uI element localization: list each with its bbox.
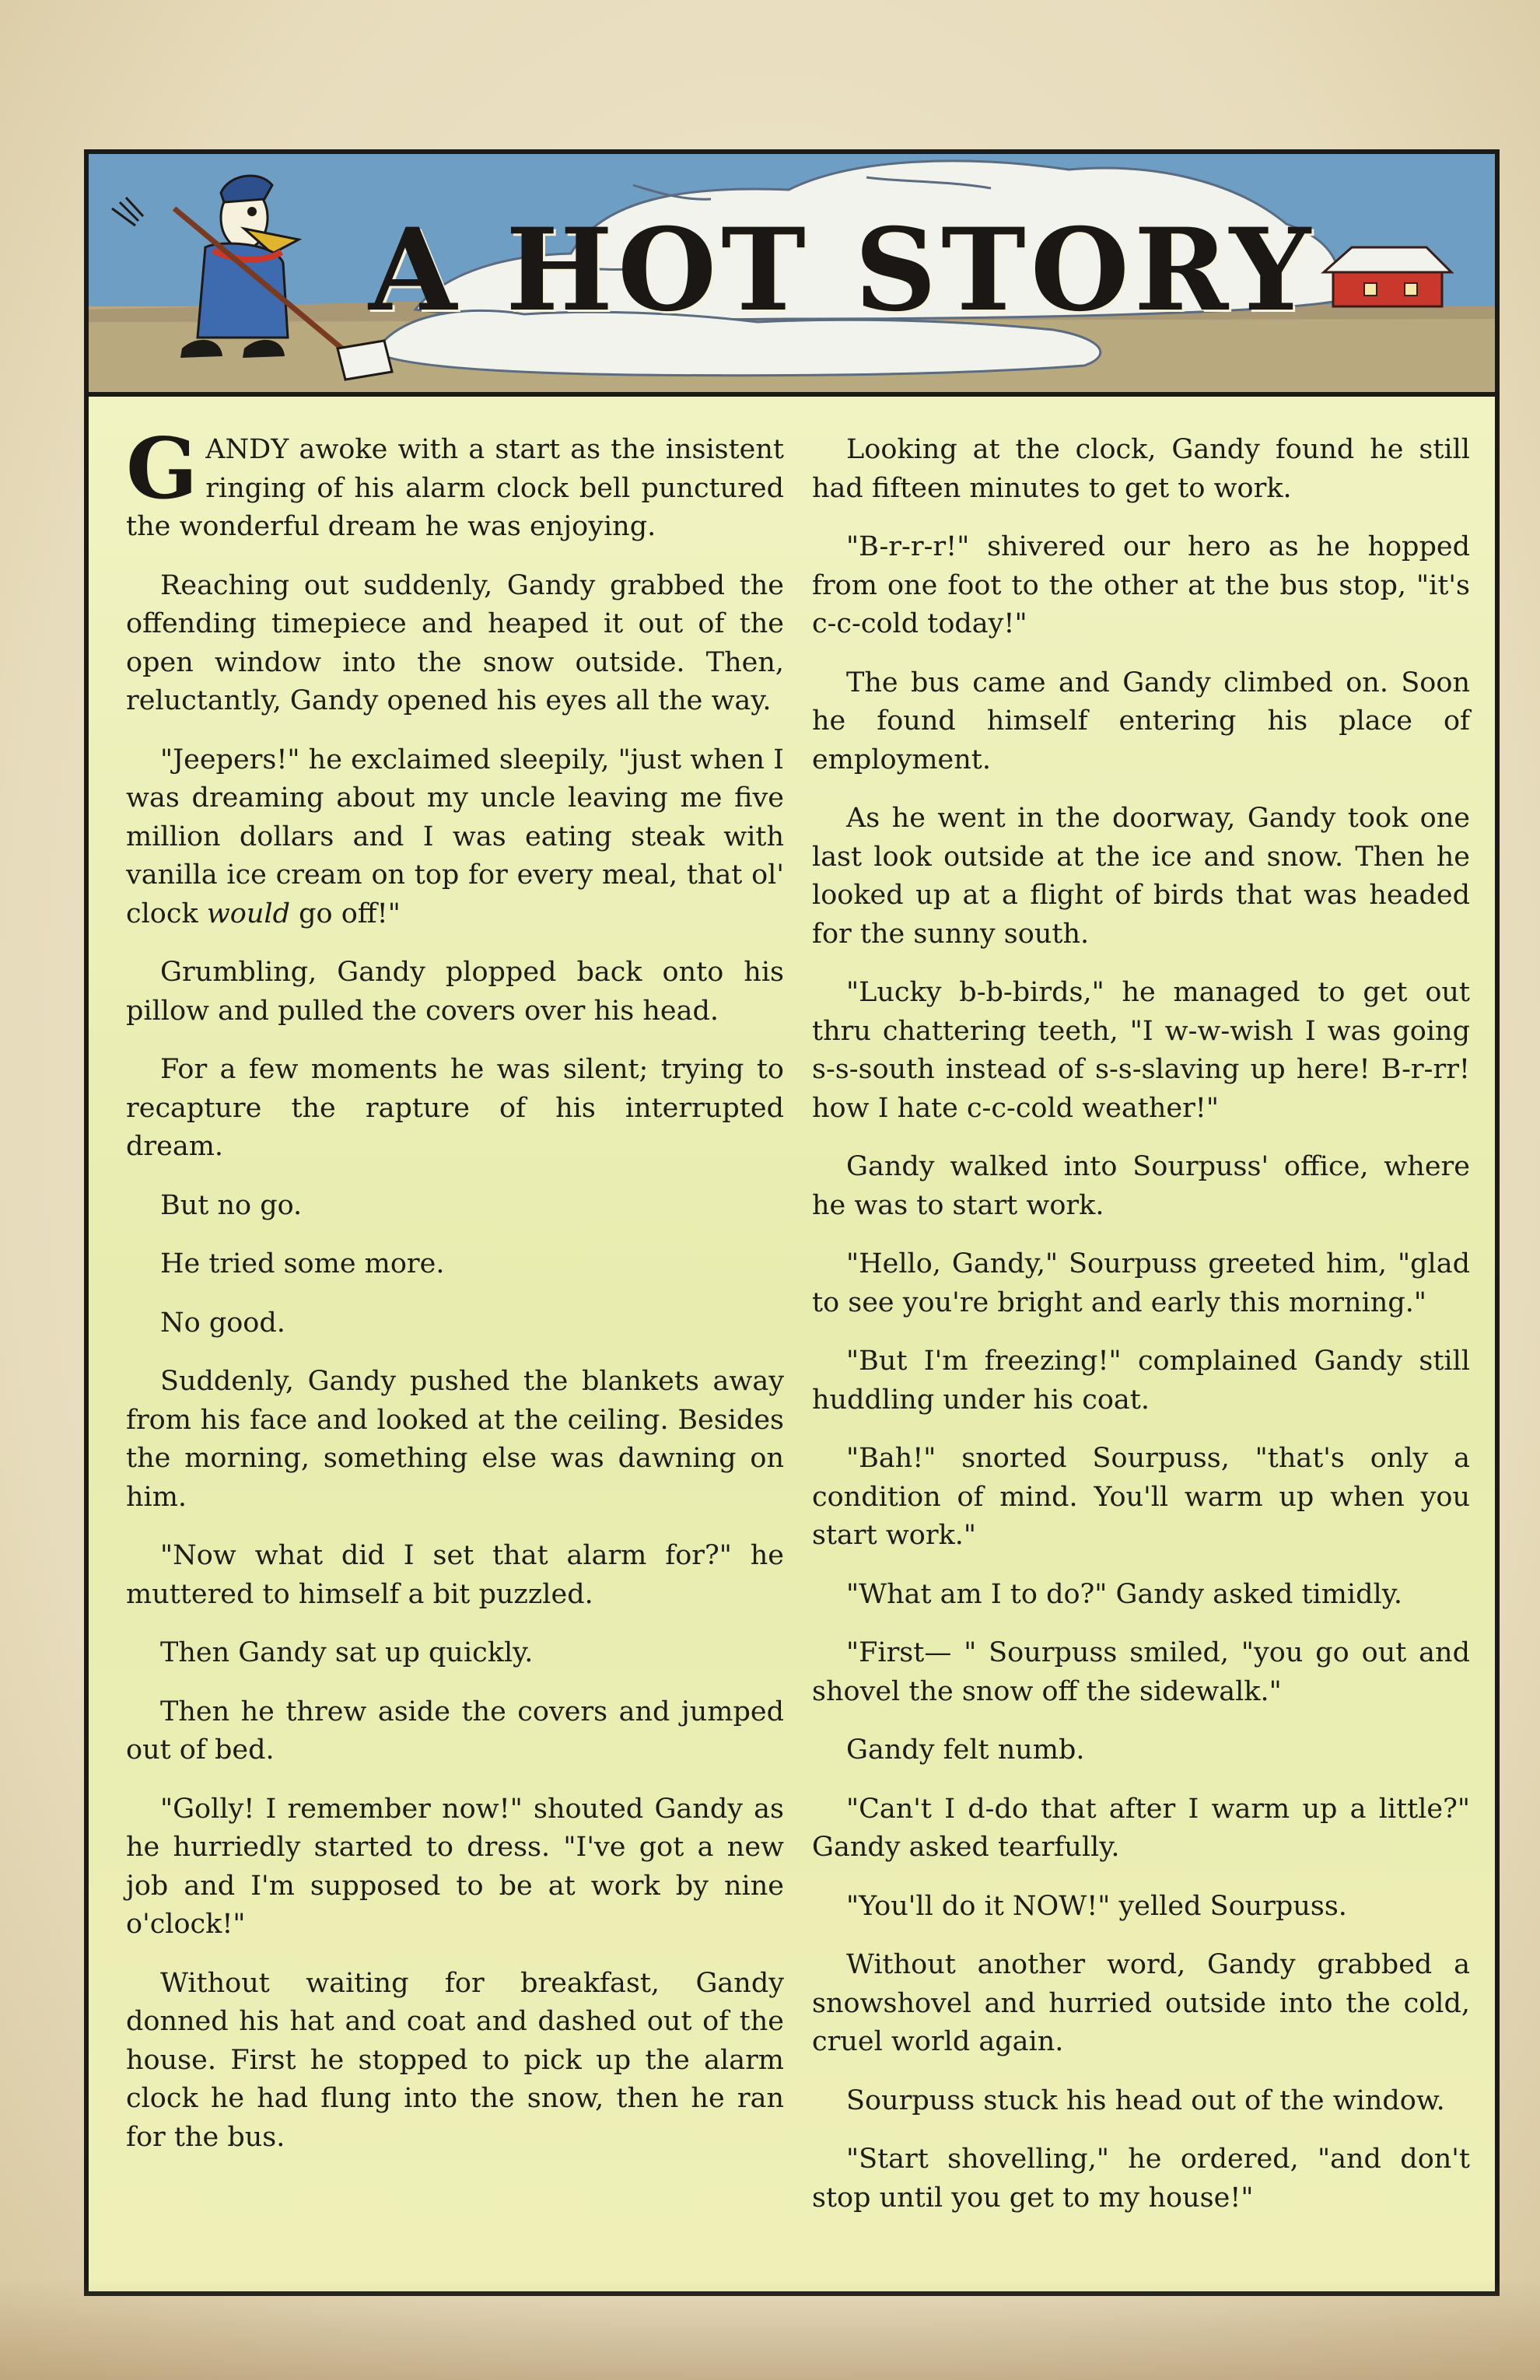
paragraph: "Golly! I remember now!" shouted Gandy as he hurriedly started to dress. "I've got a new job and I'm supposed to be at work by nine o'clock!" [126,1793,784,1940]
paragraph: No good. [160,1307,285,1339]
paragraph: GANDY awoke with a start as the insistent ringing of his alarm clock bell punctured the wonderful dream he was enjoying. [126,420,784,542]
paragraph: "First— " Sourpuss smiled, "you go out and shovel the snow off the sidewalk." [812,1637,1470,1707]
paragraph: "Can't I d-do that after I warm up a little?" Gandy asked tearfully. [812,1793,1470,1863]
paragraph: Looking at the clock, Gandy found he still had fifteen minutes to get to work. [812,434,1470,504]
paragraph: "Hello, Gandy," Sourpuss greeted him, "glad to see you're bright and early this morning." [812,1248,1470,1318]
paragraph: "What am I to do?" Gandy asked timidly. [846,1578,1402,1610]
paragraph: The bus came and Gandy climbed on. Soon he found himself entering his place of employment. [812,667,1470,775]
paragraph: As he went in the doorway, Gandy took one last look outside at the ice and snow. Then he looked up at a flight of birds that was headed for the sunny south. [812,803,1470,950]
title-banner [89,154,1495,397]
worn-page-edge [0,2279,1540,2380]
red-house-icon [1324,247,1451,306]
paragraph: Reaching out suddenly, Gandy grabbed the offending timepiece and heaped it out of the open window into the snow outside. Then, reluctantly, Gandy opened his eyes all the way. [126,569,784,716]
left-column [126,420,784,2177]
paragraph: "You'll do it NOW!" yelled Sourpuss. [846,1890,1347,1922]
paragraph: Sourpuss stuck his head out of the window. [846,2084,1445,2116]
emphasis: would [206,898,290,929]
paragraph: "But I'm freezing!" complained Gandy still huddling under his coat. [812,1346,1470,1416]
paragraph: "Lucky b-b-birds," he managed to get out thru chattering teeth, "I w-w-wish I was going s-s-south instead of s-s-slaving up here! B-r-rr! how I hate c-c-cold weather!" [812,977,1470,1124]
paragraph: "Jeepers!" he exclaimed sleepily, "just when I was dreaming about my uncle leaving me five million dollars and I was eating steak with vanilla ice cream on top for every meal, that ol' clock would go off!" [126,744,784,929]
paragraph: "Bah!" snorted Sourpuss, "that's only a condition of mind. You'll warm up when you start work." [812,1443,1470,1551]
paragraph: Gandy walked into Sourpuss' office, where he was to start work. [812,1151,1470,1221]
paragraph: Without another word, Gandy grabbed a snowshovel and hurried outside into the cold, cruel world again. [812,1949,1470,2057]
paragraph: "Now what did I set that alarm for?" he muttered to himself a bit puzzled. [126,1540,784,1610]
paragraph: Then Gandy sat up quickly. [160,1637,534,1668]
story-title: A HOT STORY [369,204,1316,337]
story-body [89,397,1495,2291]
paragraph: Then he threw aside the covers and jumped out of bed. [126,1696,784,1766]
right-column [812,431,1470,2238]
paragraph: Gandy felt numb. [846,1734,1085,1766]
shovel-icon [338,341,392,380]
paragraph: "Start shovelling," he ordered, "and don't stop until you get to my house!" [812,2144,1470,2214]
paragraph: Without waiting for breakfast, Gandy donned his hat and coat and dashed out of the house. First he stopped to pick up the alarm clock he had flung into the snow, then he ran for the bus. [126,1967,784,2153]
paragraph: Suddenly, Gandy pushed the blankets away from his face and looked at the ceiling. Besides the morning, something else was dawning on him. [126,1366,784,1513]
paragraph: For a few moments he was silent; trying to recapture the rapture of his interrupted dream. [126,1054,784,1162]
paragraph: "B-r-r-r!" shivered our hero as he hopped from one foot to the other at the bus stop, "it's c-c-cold today!" [812,531,1470,639]
paragraph: He tried some more. [160,1248,445,1279]
paragraph: But no go. [160,1189,303,1221]
paragraph: Grumbling, Gandy plopped back onto his pillow and pulled the covers over his head. [126,957,784,1027]
story-frame [84,149,1500,2296]
